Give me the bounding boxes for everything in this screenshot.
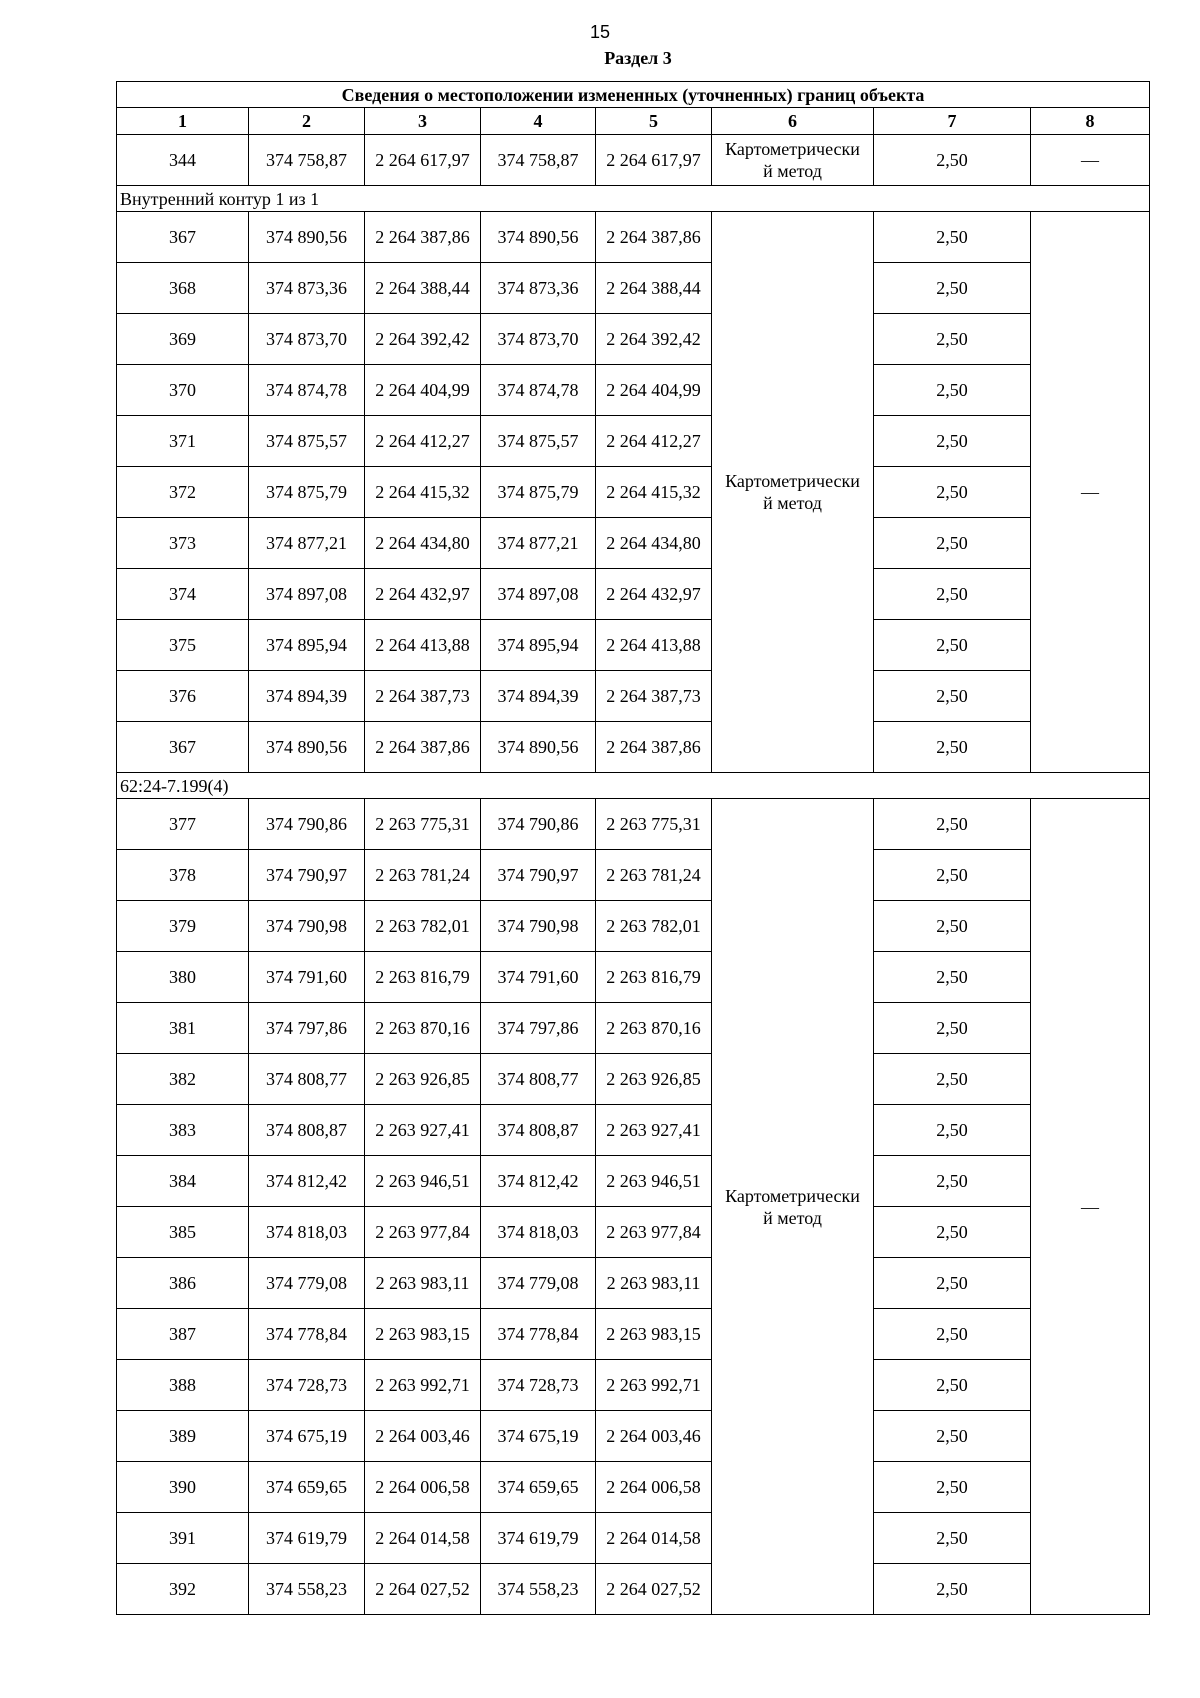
y-coordinate: 2 264 617,97 — [365, 135, 481, 186]
accuracy: 2,50 — [874, 1513, 1031, 1564]
y-coordinate: 2 264 434,80 — [596, 518, 712, 569]
method-line: й метод — [763, 161, 822, 181]
x-coordinate: 374 874,78 — [249, 365, 365, 416]
table-row — [117, 1258, 1150, 1309]
point-number: 383 — [117, 1105, 249, 1156]
x-coordinate: 374 791,60 — [249, 952, 365, 1003]
y-coordinate: 2 264 003,46 — [596, 1411, 712, 1462]
point-number: 389 — [117, 1411, 249, 1462]
y-coordinate: 2 264 412,27 — [596, 416, 712, 467]
note: — — [1031, 212, 1150, 773]
x-coordinate: 374 758,87 — [481, 135, 596, 186]
column-header: 6 — [712, 108, 874, 135]
y-coordinate: 2 264 432,97 — [365, 569, 481, 620]
accuracy: 2,50 — [874, 1003, 1031, 1054]
point-number: 381 — [117, 1003, 249, 1054]
x-coordinate: 374 758,87 — [249, 135, 365, 186]
table-row — [117, 952, 1150, 1003]
accuracy: 2,50 — [874, 569, 1031, 620]
y-coordinate: 2 264 014,58 — [596, 1513, 712, 1564]
y-coordinate: 2 264 415,32 — [365, 467, 481, 518]
column-header-row — [117, 108, 1150, 135]
accuracy: 2,50 — [874, 722, 1031, 773]
x-coordinate: 374 619,79 — [481, 1513, 596, 1564]
point-number: 367 — [117, 212, 249, 263]
x-coordinate: 374 728,73 — [481, 1360, 596, 1411]
x-coordinate: 374 875,57 — [481, 416, 596, 467]
method-line: Картометрически — [725, 139, 860, 159]
x-coordinate: 374 790,98 — [249, 901, 365, 952]
table-row — [117, 671, 1150, 722]
x-coordinate: 374 790,97 — [249, 850, 365, 901]
x-coordinate: 374 808,87 — [249, 1105, 365, 1156]
x-coordinate: 374 791,60 — [481, 952, 596, 1003]
accuracy: 2,50 — [874, 1360, 1031, 1411]
table-row — [117, 135, 1150, 186]
x-coordinate: 374 779,08 — [249, 1258, 365, 1309]
y-coordinate: 2 264 404,99 — [596, 365, 712, 416]
y-coordinate: 2 264 006,58 — [365, 1462, 481, 1513]
x-coordinate: 374 890,56 — [481, 722, 596, 773]
point-number: 373 — [117, 518, 249, 569]
point-number: 380 — [117, 952, 249, 1003]
x-coordinate: 374 873,36 — [481, 263, 596, 314]
column-header: 7 — [874, 108, 1031, 135]
x-coordinate: 374 812,42 — [481, 1156, 596, 1207]
y-coordinate: 2 264 434,80 — [365, 518, 481, 569]
y-coordinate: 2 264 027,52 — [596, 1564, 712, 1615]
accuracy: 2,50 — [874, 135, 1031, 186]
y-coordinate: 2 264 388,44 — [596, 263, 712, 314]
y-coordinate: 2 263 775,31 — [596, 799, 712, 850]
x-coordinate: 374 808,77 — [481, 1054, 596, 1105]
y-coordinate: 2 263 927,41 — [365, 1105, 481, 1156]
x-coordinate: 374 875,57 — [249, 416, 365, 467]
y-coordinate: 2 263 816,79 — [596, 952, 712, 1003]
table-row — [117, 569, 1150, 620]
method-line: й метод — [763, 1207, 822, 1228]
group-label-row — [117, 773, 1150, 799]
point-number: 392 — [117, 1564, 249, 1615]
group-label: 62:24-7.199(4) — [117, 773, 1150, 799]
method-cell — [712, 135, 874, 186]
table-row — [117, 722, 1150, 773]
table-row — [117, 263, 1150, 314]
table-row — [117, 1411, 1150, 1462]
x-coordinate: 374 659,65 — [481, 1462, 596, 1513]
method-cell — [712, 212, 874, 773]
accuracy: 2,50 — [874, 365, 1031, 416]
y-coordinate: 2 263 781,24 — [365, 850, 481, 901]
x-coordinate: 374 894,39 — [481, 671, 596, 722]
x-coordinate: 374 818,03 — [481, 1207, 596, 1258]
y-coordinate: 2 264 387,86 — [365, 722, 481, 773]
y-coordinate: 2 264 387,86 — [365, 212, 481, 263]
column-header: 1 — [117, 108, 249, 135]
y-coordinate: 2 263 870,16 — [365, 1003, 481, 1054]
point-number: 370 — [117, 365, 249, 416]
point-number: 375 — [117, 620, 249, 671]
x-coordinate: 374 797,86 — [481, 1003, 596, 1054]
column-header: 3 — [365, 108, 481, 135]
boundary-table — [116, 81, 1150, 1615]
accuracy: 2,50 — [874, 1411, 1031, 1462]
point-number: 384 — [117, 1156, 249, 1207]
y-coordinate: 2 264 392,42 — [596, 314, 712, 365]
x-coordinate: 374 808,77 — [249, 1054, 365, 1105]
point-number: 386 — [117, 1258, 249, 1309]
method-line: Картометрически — [725, 471, 860, 491]
y-coordinate: 2 263 977,84 — [596, 1207, 712, 1258]
table-row — [117, 314, 1150, 365]
y-coordinate: 2 264 617,97 — [596, 135, 712, 186]
table-row — [117, 620, 1150, 671]
y-coordinate: 2 264 387,86 — [596, 212, 712, 263]
x-coordinate: 374 897,08 — [481, 569, 596, 620]
accuracy: 2,50 — [874, 518, 1031, 569]
accuracy: 2,50 — [874, 416, 1031, 467]
accuracy: 2,50 — [874, 850, 1031, 901]
y-coordinate: 2 264 387,86 — [596, 722, 712, 773]
point-number: 377 — [117, 799, 249, 850]
x-coordinate: 374 874,78 — [481, 365, 596, 416]
accuracy: 2,50 — [874, 1462, 1031, 1513]
y-coordinate: 2 264 404,99 — [365, 365, 481, 416]
point-number: 385 — [117, 1207, 249, 1258]
y-coordinate: 2 264 006,58 — [596, 1462, 712, 1513]
x-coordinate: 374 675,19 — [481, 1411, 596, 1462]
x-coordinate: 374 790,97 — [481, 850, 596, 901]
accuracy: 2,50 — [874, 467, 1031, 518]
y-coordinate: 2 263 983,11 — [365, 1258, 481, 1309]
table-row — [117, 1462, 1150, 1513]
x-coordinate: 374 558,23 — [249, 1564, 365, 1615]
y-coordinate: 2 263 977,84 — [365, 1207, 481, 1258]
point-number: 379 — [117, 901, 249, 952]
x-coordinate: 374 877,21 — [249, 518, 365, 569]
accuracy: 2,50 — [874, 263, 1031, 314]
x-coordinate: 374 890,56 — [481, 212, 596, 263]
accuracy: 2,50 — [874, 212, 1031, 263]
y-coordinate: 2 264 432,97 — [596, 569, 712, 620]
y-coordinate: 2 263 983,15 — [365, 1309, 481, 1360]
y-coordinate: 2 263 926,85 — [596, 1054, 712, 1105]
column-header: 8 — [1031, 108, 1150, 135]
table-row — [117, 1513, 1150, 1564]
table-row — [117, 467, 1150, 518]
table-row — [117, 1360, 1150, 1411]
x-coordinate: 374 779,08 — [481, 1258, 596, 1309]
y-coordinate: 2 263 926,85 — [365, 1054, 481, 1105]
x-coordinate: 374 873,70 — [481, 314, 596, 365]
note: — — [1031, 799, 1150, 1615]
table-row — [117, 212, 1150, 263]
method-cell — [712, 799, 874, 1615]
accuracy: 2,50 — [874, 1207, 1031, 1258]
y-coordinate: 2 263 782,01 — [596, 901, 712, 952]
point-number: 344 — [117, 135, 249, 186]
x-coordinate: 374 890,56 — [249, 722, 365, 773]
page-number: 15 — [589, 22, 611, 42]
x-coordinate: 374 778,84 — [481, 1309, 596, 1360]
y-coordinate: 2 264 413,88 — [365, 620, 481, 671]
accuracy: 2,50 — [874, 1309, 1031, 1360]
x-coordinate: 374 875,79 — [249, 467, 365, 518]
x-coordinate: 374 877,21 — [481, 518, 596, 569]
y-coordinate: 2 264 387,73 — [596, 671, 712, 722]
table-row — [117, 1564, 1150, 1615]
accuracy: 2,50 — [874, 1564, 1031, 1615]
note: — — [1031, 135, 1150, 186]
x-coordinate: 374 895,94 — [481, 620, 596, 671]
point-number: 390 — [117, 1462, 249, 1513]
point-number: 371 — [117, 416, 249, 467]
x-coordinate: 374 778,84 — [249, 1309, 365, 1360]
accuracy: 2,50 — [874, 1054, 1031, 1105]
y-coordinate: 2 264 014,58 — [365, 1513, 481, 1564]
group-label: Внутренний контур 1 из 1 — [117, 186, 1150, 212]
column-header: 4 — [481, 108, 596, 135]
column-header: 5 — [596, 108, 712, 135]
y-coordinate: 2 263 983,15 — [596, 1309, 712, 1360]
x-coordinate: 374 890,56 — [249, 212, 365, 263]
accuracy: 2,50 — [874, 799, 1031, 850]
x-coordinate: 374 895,94 — [249, 620, 365, 671]
table-row — [117, 1105, 1150, 1156]
y-coordinate: 2 263 946,51 — [365, 1156, 481, 1207]
table-row — [117, 416, 1150, 467]
accuracy: 2,50 — [874, 671, 1031, 722]
table-row — [117, 518, 1150, 569]
x-coordinate: 374 873,36 — [249, 263, 365, 314]
x-coordinate: 374 790,86 — [481, 799, 596, 850]
accuracy: 2,50 — [874, 901, 1031, 952]
x-coordinate: 374 812,42 — [249, 1156, 365, 1207]
point-number: 378 — [117, 850, 249, 901]
point-number: 376 — [117, 671, 249, 722]
y-coordinate: 2 263 870,16 — [596, 1003, 712, 1054]
y-coordinate: 2 264 413,88 — [596, 620, 712, 671]
x-coordinate: 374 894,39 — [249, 671, 365, 722]
point-number: 387 — [117, 1309, 249, 1360]
table-title: Сведения о местоположении измененных (уточненных) границ объекта — [117, 82, 1150, 108]
x-coordinate: 374 808,87 — [481, 1105, 596, 1156]
accuracy: 2,50 — [874, 620, 1031, 671]
table-row — [117, 365, 1150, 416]
y-coordinate: 2 264 003,46 — [365, 1411, 481, 1462]
point-number: 372 — [117, 467, 249, 518]
x-coordinate: 374 897,08 — [249, 569, 365, 620]
x-coordinate: 374 873,70 — [249, 314, 365, 365]
point-number: 391 — [117, 1513, 249, 1564]
accuracy: 2,50 — [874, 1156, 1031, 1207]
x-coordinate: 374 818,03 — [249, 1207, 365, 1258]
y-coordinate: 2 264 027,52 — [365, 1564, 481, 1615]
point-number: 382 — [117, 1054, 249, 1105]
accuracy: 2,50 — [874, 952, 1031, 1003]
y-coordinate: 2 264 392,42 — [365, 314, 481, 365]
table-row — [117, 1207, 1150, 1258]
y-coordinate: 2 263 946,51 — [596, 1156, 712, 1207]
y-coordinate: 2 263 775,31 — [365, 799, 481, 850]
table-row — [117, 901, 1150, 952]
y-coordinate: 2 263 782,01 — [365, 901, 481, 952]
y-coordinate: 2 263 927,41 — [596, 1105, 712, 1156]
x-coordinate: 374 790,98 — [481, 901, 596, 952]
x-coordinate: 374 558,23 — [481, 1564, 596, 1615]
table-row — [117, 1309, 1150, 1360]
x-coordinate: 374 875,79 — [481, 467, 596, 518]
y-coordinate: 2 264 415,32 — [596, 467, 712, 518]
section-title: Раздел 3 — [604, 48, 672, 68]
point-number: 388 — [117, 1360, 249, 1411]
x-coordinate: 374 619,79 — [249, 1513, 365, 1564]
y-coordinate: 2 263 992,71 — [596, 1360, 712, 1411]
x-coordinate: 374 790,86 — [249, 799, 365, 850]
accuracy: 2,50 — [874, 314, 1031, 365]
x-coordinate: 374 675,19 — [249, 1411, 365, 1462]
y-coordinate: 2 263 781,24 — [596, 850, 712, 901]
table-row — [117, 850, 1150, 901]
table-row — [117, 1156, 1150, 1207]
y-coordinate: 2 263 816,79 — [365, 952, 481, 1003]
method-line: Картометрически — [725, 1185, 860, 1206]
column-header: 2 — [249, 108, 365, 135]
y-coordinate: 2 264 388,44 — [365, 263, 481, 314]
table-row — [117, 799, 1150, 850]
point-number: 374 — [117, 569, 249, 620]
y-coordinate: 2 264 412,27 — [365, 416, 481, 467]
x-coordinate: 374 659,65 — [249, 1462, 365, 1513]
table-row — [117, 1054, 1150, 1105]
point-number: 368 — [117, 263, 249, 314]
group-label-row — [117, 186, 1150, 212]
y-coordinate: 2 264 387,73 — [365, 671, 481, 722]
y-coordinate: 2 263 983,11 — [596, 1258, 712, 1309]
x-coordinate: 374 728,73 — [249, 1360, 365, 1411]
table-row — [117, 1003, 1150, 1054]
accuracy: 2,50 — [874, 1105, 1031, 1156]
x-coordinate: 374 797,86 — [249, 1003, 365, 1054]
accuracy: 2,50 — [874, 1258, 1031, 1309]
point-number: 369 — [117, 314, 249, 365]
method-line: й метод — [763, 493, 822, 513]
y-coordinate: 2 263 992,71 — [365, 1360, 481, 1411]
point-number: 367 — [117, 722, 249, 773]
